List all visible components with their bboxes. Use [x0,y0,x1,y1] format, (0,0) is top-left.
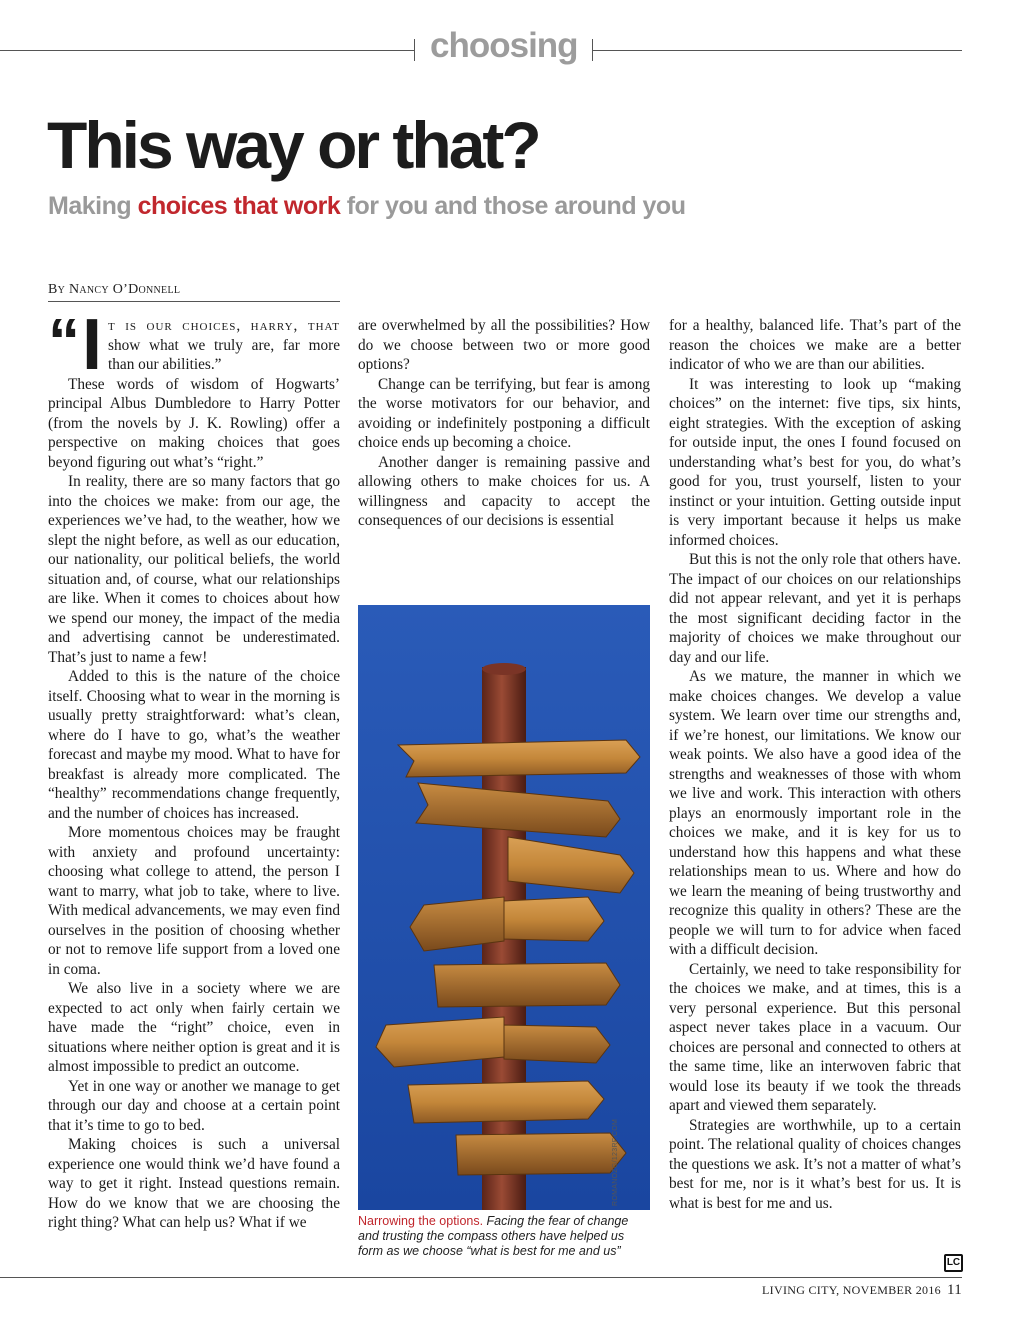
paragraph: It was interesting to look up “making choices” on the internet: five tips, six hints, eight strategies. With the exception of asking for outside input, the ones I found focused on understanding what’s best for you, do what’s good for you, trust yourself, listen to your instinct or your intuition. Getting outside input is very important because it helps us make informed choices. [669,375,961,549]
subtitle-accent: choices that work [137,192,341,220]
signpost-photo [358,605,650,1210]
paragraph: Change can be terrifying, but fear is among the worse motivators for our behavior, and avoiding or indefinitely postponing a difficult choice ends up becoming a choice. [358,375,650,451]
lead-smallcaps: t is our choices, harry, that [108,317,340,334]
paragraph: Another danger is remaining passive and allowing others to make choices for us. A willingness and capacity to accept the consequences of our decisions is essential [358,453,650,529]
footer-rule [0,1277,962,1278]
photo-caption [358,1214,638,1259]
header-rule-left [0,50,414,51]
article-title: This way or that? [47,108,539,182]
article-subtitle [48,192,685,221]
page-number: 11 [946,1282,962,1298]
page-footer [762,1282,962,1299]
paragraph: As we mature, the manner in which we make choices changes. We develop a value system. We learn over time our strengths and, if we’re honest, our limitations. We know our weak points. We also have a good idea of the strengths and weaknesses of those with whom we live and work. This interaction with others plays an enormously important role in the choices we make, and it is key for us to understand how this happens and what these relationships mean to us. Where and how do we learn the meaning of being trustworthy and recognize this quality in others? These are the people we will turn to for advice when faced with a difficult decision. [669,668,961,958]
caption-lead: Narrowing the options. [358,1214,484,1228]
opening-quote-mark: “ [48,316,80,375]
continued-paragraph: are overwhelmed by all the possibilities? How do we choose between two or more good options? [358,317,650,373]
paragraph: In reality, there are so many factors that go into the choices we make: from our age, the experiences we’ve had, to the weather, how we slept the night before, as well as our education, our nationality, our political beliefs, the world situation and, of course, what our relationships are like. When it comes to choices about how we spend our money, the impact of the media and advertising cannot be underestimated. That’s just to name a few! [48,473,340,666]
header-rule-tick-left [414,39,415,61]
paragraph: Strategies are worthwhile, up to a certain point. The relational quality of choices changes the questions we ask. It’s not a matter of what’s best for me, nor is it what’s best for us. It is what is best for me and us. [669,1116,961,1212]
photo-credit: ROMANOZG/123RF.COM [612,1118,619,1206]
lead-rest: show what we truly are, far more than our abilities.” [108,336,340,373]
caption-body: Facing the fear of change and trusting the compass others have helped us form as we choose “what is best for me and us” [358,1214,629,1258]
byline-rule [48,301,340,302]
column-2 [358,316,650,531]
drop-cap: I [82,316,103,375]
sign [504,897,604,941]
section-label: choosing [430,26,578,65]
paragraph: But this is not the only role that others have. The impact of our choices on our relationships did not appear relevant, and yet it is perhaps the most significant deciding factor in the majority of choices we make throughout our day and our life. [669,551,961,666]
paragraph: These words of wisdom of Hogwarts’ principal Albus Dumbledore to Harry Potter (from the novels by J. K. Rowling) offer a perspective on making choices that goes beyond figuring out what’s “right.” [48,375,340,471]
paragraph: Added to this is the nature of the choice itself. Choosing what to wear in the morning is usually pretty straightforward: what’s clean, where do I have to go, what’s the weather forecast and maybe my mood. What to have for breakfast is already more complicated. The “healthy” recommendations change frequently, and the number of choices has increased. [48,668,340,822]
paragraph: More momentous choices may be fraught with anxiety and profound uncertainty: choosing what college to attend, the person I want to marry, what job to take, where to live. With medical advancements, we may even find ourselves in the position of choosing whether or not to remove life support from a loved one in coma. [48,824,340,978]
paragraph: Yet in one way or another we manage to get through our day and choose at a certain point that it’s time to go to bed. [48,1077,340,1134]
publication-name: LIVING CITY, NOVEMBER 2016 [762,1283,941,1297]
paragraph: Certainly, we need to take responsibility for the choices we make, and at times, this is a very personal experience. But this personal aspect never takes place in a vacuum. Our choices are personal and connected to others at the same time, like an interwoven fabric that would lose its beauty if we took the threads apart and viewed them separately. [669,960,961,1114]
header-rule-right [592,50,962,51]
sign [456,1133,626,1175]
sign [410,897,504,951]
sign [434,963,620,1007]
continued-paragraph: for a healthy, balanced life. That’s part of the reason the choices we make are a better indicator of who we are than our abilities. [669,317,961,373]
paragraph: Making choices is such a universal experience one would think we’d have found a way to get it right. Instead questions remain. How do we know that we are choosing the right thing? What can help us? What if we [48,1136,340,1231]
column-3 [669,316,961,1213]
paragraph: We also live in a society where we are expected to act only when fairly certain we have made the “right” choice, even in situations where neither option is great and it is almost impossible to predict an outcome. [48,980,340,1075]
pole-top [482,663,526,675]
sign [504,1025,610,1063]
subtitle-post: for you and those around you [340,192,686,220]
sign [398,740,640,777]
byline: By Nancy O’Donnell [48,282,181,297]
end-mark-lc-icon: LC [944,1254,963,1272]
opening-paragraph [48,316,340,375]
subtitle-pre: Making [48,192,138,220]
column-1 [48,316,340,1233]
sign [408,1081,604,1123]
